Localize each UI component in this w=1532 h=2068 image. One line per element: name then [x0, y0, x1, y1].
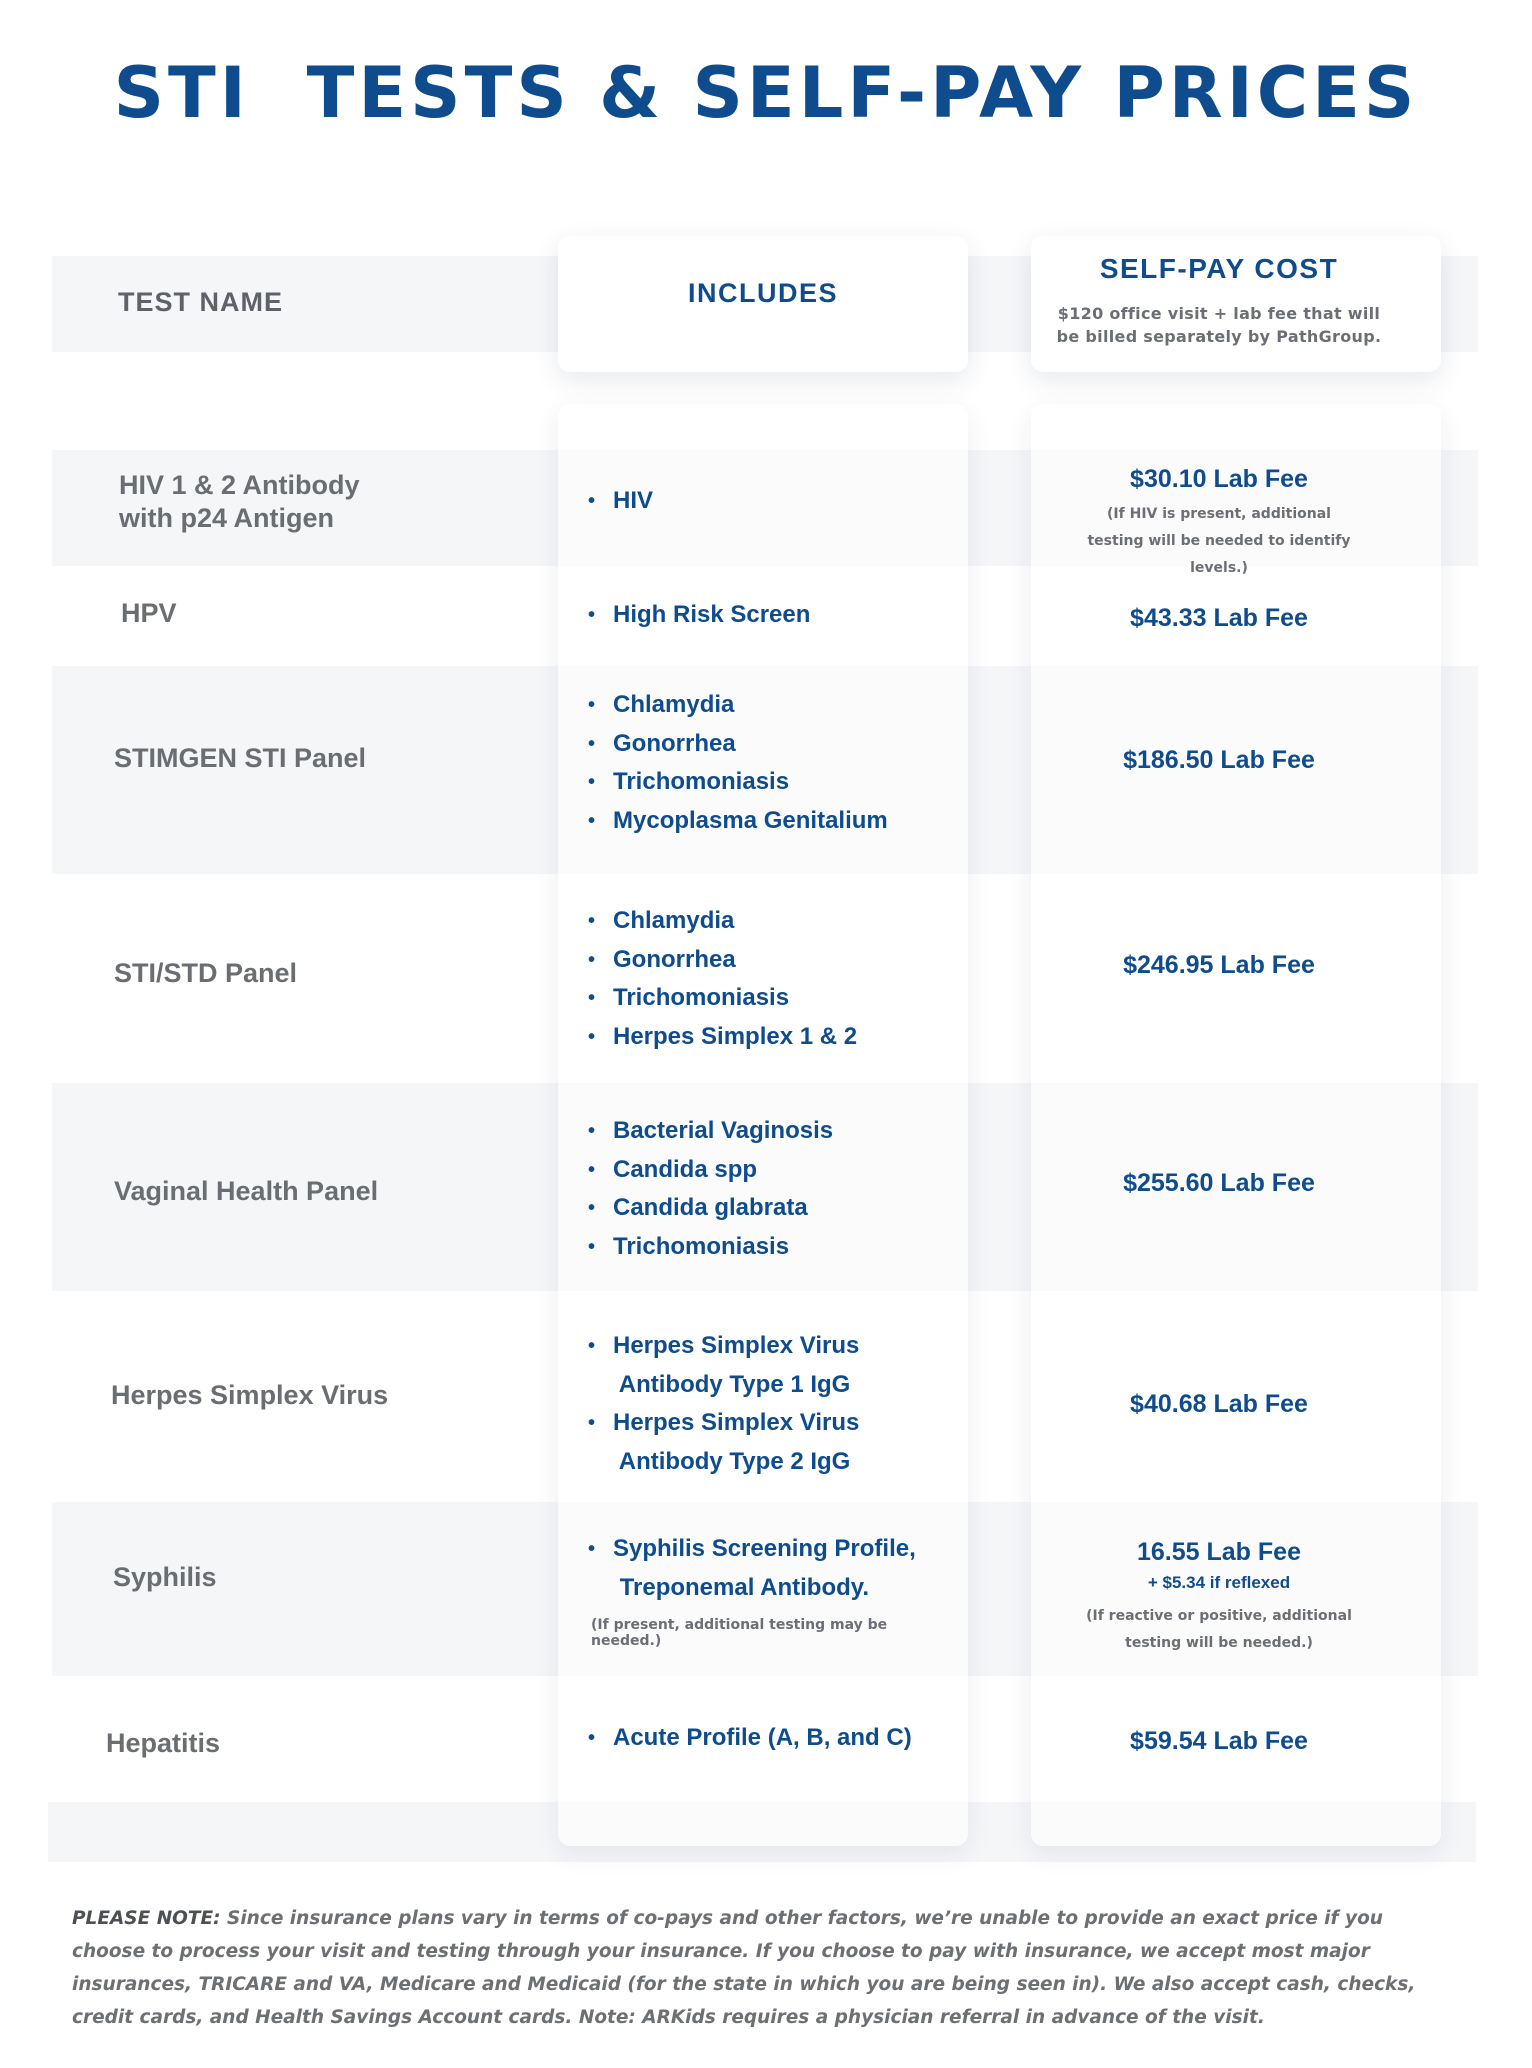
price: $30.10 Lab Fee	[1130, 465, 1308, 493]
price-sub: + $5.34 if reflexed	[1147, 1573, 1291, 1592]
includes-item: • Acute Profile (A, B, and C)	[588, 1719, 912, 1758]
includes-list	[588, 1719, 912, 1758]
price: $246.95 Lab Fee	[1123, 951, 1315, 979]
test-name: Hepatitis	[106, 1728, 221, 1758]
includes-item: • HIV	[588, 482, 653, 521]
test-name-header: TEST NAME	[118, 287, 284, 317]
includes-item: • Candida glabrata	[588, 1189, 833, 1228]
price: $40.68 Lab Fee	[1130, 1390, 1308, 1418]
includes-item: • Chlamydia	[588, 686, 888, 725]
includes-list	[588, 1530, 916, 1607]
test-name: Vaginal Health Panel	[114, 1176, 379, 1206]
includes-item: • Syphilis Screening Profile, Treponemal Antibody.	[588, 1530, 916, 1607]
test-name: Herpes Simplex Virus	[111, 1380, 389, 1410]
price-note: (If HIV is present, additional testing will be needed to identify levels.)	[1087, 506, 1351, 576]
includes-list	[588, 1327, 859, 1481]
test-name: STI/STD Panel	[114, 958, 298, 988]
includes-item: • Herpes Simplex Virus Antibody Type 1 IgG	[588, 1327, 859, 1404]
includes-item: • Bacterial Vaginosis	[588, 1112, 833, 1151]
price: 16.55 Lab Fee	[1137, 1538, 1301, 1566]
includes-item: • Herpes Simplex Virus Antibody Type 2 IgG	[588, 1404, 859, 1481]
includes-item: • Gonorrhea	[588, 941, 857, 980]
includes-note: (If present, additional testing may be needed.)	[591, 1617, 888, 1649]
self-pay-cost-note: $120 office visit + lab fee that will be billed separately by PathGroup.	[1056, 304, 1382, 346]
includes-item: • Herpes Simplex 1 & 2	[588, 1018, 857, 1057]
includes-item: • Gonorrhea	[588, 725, 888, 764]
includes-list	[588, 902, 857, 1056]
includes-list	[588, 686, 888, 840]
includes-list	[588, 482, 653, 521]
includes-item: • Trichomoniasis	[588, 1228, 833, 1267]
includes-item: • Mycoplasma Genitalium	[588, 802, 888, 841]
includes-item: • Trichomoniasis	[588, 763, 888, 802]
price: $59.54 Lab Fee	[1130, 1727, 1308, 1755]
includes-item: • Trichomoniasis	[588, 979, 857, 1018]
please-note-footnote	[72, 1902, 1450, 2034]
includes-item: • Chlamydia	[588, 902, 857, 941]
test-name: STIMGEN STI Panel	[114, 743, 367, 773]
includes-list	[588, 1112, 833, 1266]
price: $186.50 Lab Fee	[1123, 746, 1315, 774]
please-note-label: PLEASE NOTE:	[72, 1908, 221, 1929]
test-name: Syphilis	[113, 1562, 217, 1592]
self-pay-cost-header: SELF-PAY COST	[1099, 253, 1339, 284]
includes-header: INCLUDES	[687, 278, 838, 308]
includes-list	[588, 596, 810, 635]
includes-item: • Candida spp	[588, 1151, 833, 1190]
test-name: HIV 1 & 2 Antibody with p24 Antigen	[119, 470, 360, 533]
price: $255.60 Lab Fee	[1123, 1169, 1315, 1197]
test-name: HPV	[121, 598, 177, 628]
please-note-text: Since insurance plans vary in terms of co-pays and other factors, we’re unable to provide an exact price if you choose to process your visit and testing through your insurance. If you choose to pay with insurance, we accept most major insurances, TRICARE and VA, Medicare and Medicaid (for the state in which you are being seen in). We also accept cash, checks, credit cards, and Health Savings Account cards. Note: ARKids requires a physician referral in advance of the visit.	[72, 1908, 1416, 2028]
price-note: (If reactive or positive, additional testing will be needed.)	[1086, 1608, 1352, 1651]
price: $43.33 Lab Fee	[1130, 604, 1308, 632]
includes-item: • High Risk Screen	[588, 596, 810, 635]
page-title: STI TESTS & SELF-PAY PRICES	[113, 52, 1419, 134]
